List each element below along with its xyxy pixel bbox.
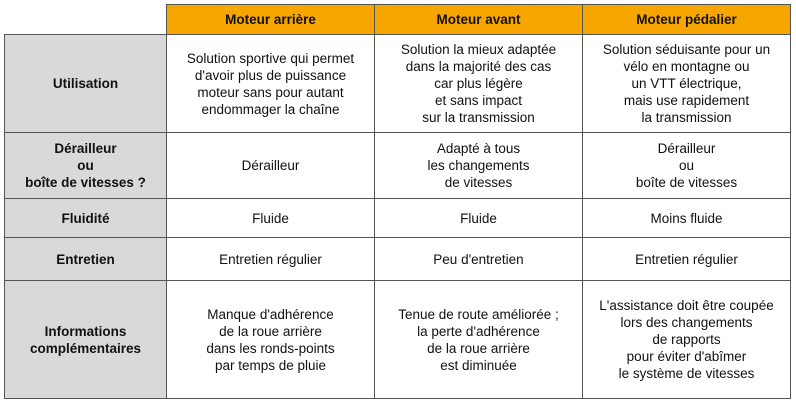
table-cell: Moins fluide [583, 199, 791, 238]
column-header-moteur-avant: Moteur avant [375, 5, 583, 35]
table-cell: Entretien régulier [583, 238, 791, 281]
table-row [5, 35, 791, 133]
row-header-entretien: Entretien [5, 238, 167, 281]
table-header-row [5, 5, 791, 35]
row-header-informations: Informations complémentaires [5, 281, 167, 399]
row-header-utilisation: Utilisation [5, 35, 167, 133]
table-cell: Tenue de route améliorée ; la perte d'adhérence de la roue arrière est diminuée [375, 281, 583, 399]
table-cell: Fluide [375, 199, 583, 238]
column-header-moteur-pedalier: Moteur pédalier [583, 5, 791, 35]
row-header-derailleur: Dérailleur ou boîte de vitesses ? [5, 133, 167, 199]
table-cell: Solution sportive qui permet d'avoir plus de puissance moteur sans pour autant endommager la chaîne [167, 35, 375, 133]
corner-cell [5, 5, 167, 35]
table-cell: Dérailleur ou boîte de vitesses [583, 133, 791, 199]
table-row [5, 238, 791, 281]
table-row [5, 133, 791, 199]
comparison-table [4, 4, 791, 399]
table-cell: L'assistance doit être coupée lors des changements de rapports pour éviter d'abîmer le système de vitesses [583, 281, 791, 399]
table-cell: Entretien régulier [167, 238, 375, 281]
table-cell: Manque d'adhérence de la roue arrière dans les ronds-points par temps de pluie [167, 281, 375, 399]
table-cell: Solution séduisante pour un vélo en montagne ou un VTT électrique, mais use rapidement la transmission [583, 35, 791, 133]
row-header-fluidite: Fluidité [5, 199, 167, 238]
table-cell: Fluide [167, 199, 375, 238]
table-cell: Peu d'entretien [375, 238, 583, 281]
column-header-moteur-arriere: Moteur arrière [167, 5, 375, 35]
table-row [5, 199, 791, 238]
table-cell: Solution la mieux adaptée dans la majorité des cas car plus légère et sans impact sur la transmission [375, 35, 583, 133]
table-cell: Adapté à tous les changements de vitesses [375, 133, 583, 199]
table-row [5, 281, 791, 399]
table-cell: Dérailleur [167, 133, 375, 199]
